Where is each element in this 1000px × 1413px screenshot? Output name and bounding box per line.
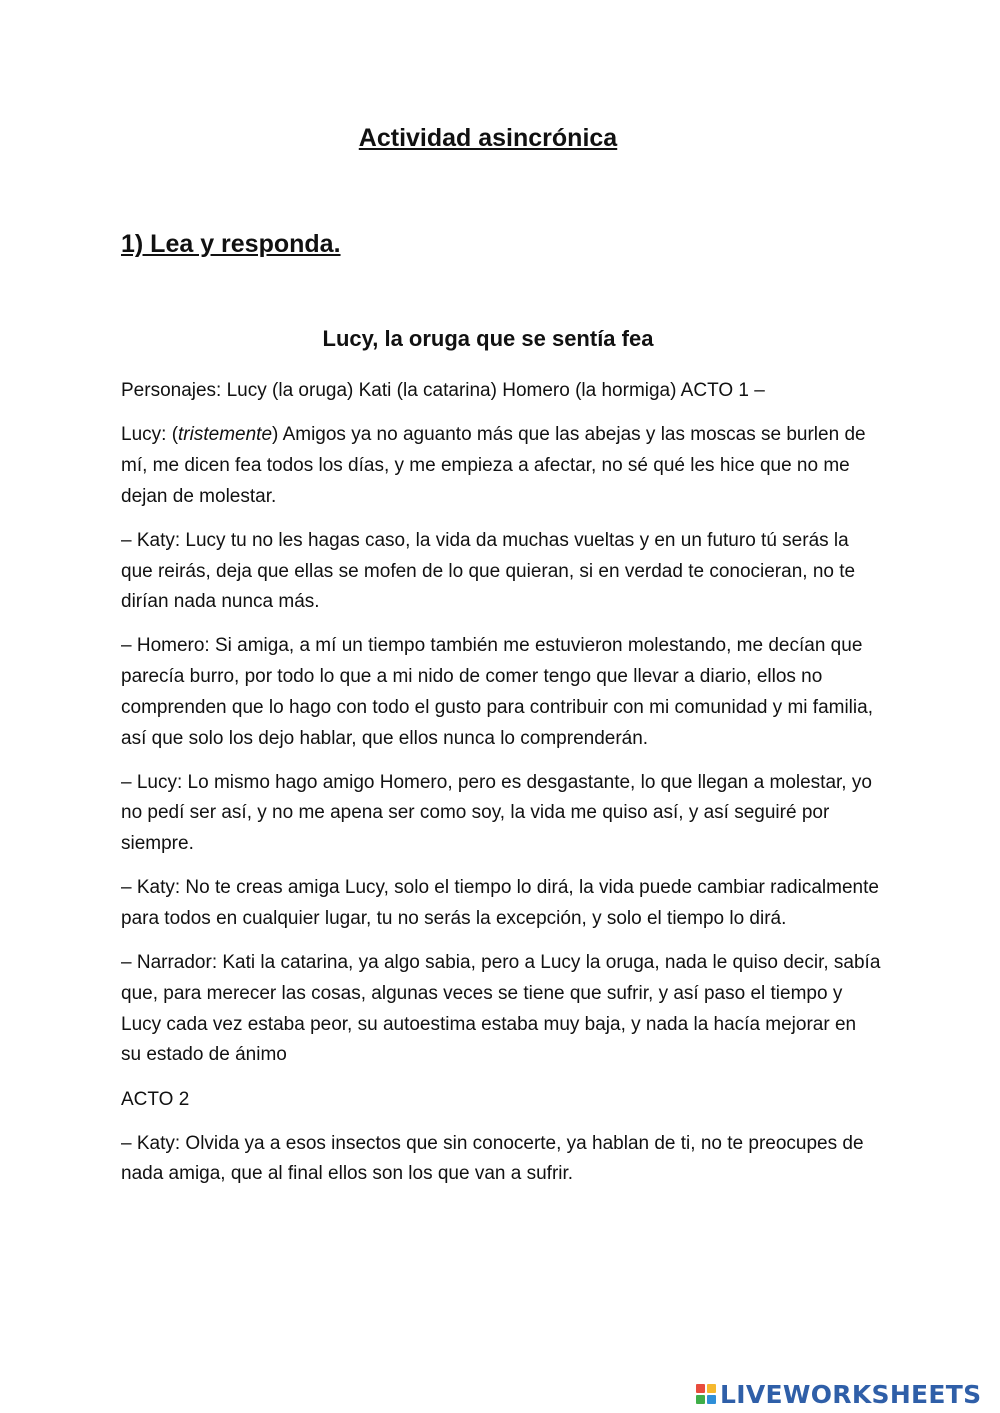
page-title: Actividad asincrónica (358, 124, 618, 152)
lucy-line (121, 420, 881, 512)
lucy-speaker-close: ) (272, 424, 283, 446)
lucy-line-2: – Lucy: Lo mismo hago amigo Homero, pero es desgastante, lo que llegan a molestar, yo no pedí ser así, y no me apena ser como soy, la vida me quiso así, y así seguiré por siempre. (121, 771, 872, 855)
liveworksheets-logo (696, 1378, 981, 1410)
watermark-text: LIVEWORKSHEETS (720, 1379, 982, 1409)
liveworksheets-logo-icon (696, 1384, 716, 1404)
lucy-dialogue: Amigos ya no aguanto más que las abejas y las moscas se burlen de mí, me dicen fea todos los días, y me empieza a afectar, no sé qué les hice que no me dejan de molestar. (121, 424, 866, 507)
act-2-heading: ACTO 2 (121, 1088, 190, 1110)
story-body (121, 376, 881, 1204)
story-title: Lucy, la oruga que se sentía fea (322, 326, 654, 351)
stage-direction: tristemente (178, 424, 273, 446)
characters-line: Personajes: Lucy (la oruga) Kati (la catarina) Homero (la hormiga) ACTO 1 – (121, 380, 765, 401)
section-heading: 1) Lea y responda. (121, 230, 341, 258)
narrator-line: – Narrador: Kati la catarina, ya algo sabia, pero a Lucy la oruga, nada le quiso decir, sabía que, para merecer las cosas, algunas veces se tiene que sufrir, y así paso el tiempo y Lucy cada vez estaba peor, su autoestima estaba muy baja, y nada la hacía mejorar en su estado de ánimo (121, 952, 881, 1066)
katy-line-3: – Katy: Olvida ya a esos insectos que sin conocerte, ya hablan de ti, no te preocupes de nada amiga, que al final ellos son los que van a sufrir. (121, 1132, 864, 1185)
katy-line-2: – Katy: No te creas amiga Lucy, solo el tiempo lo dirá, la vida puede cambiar radicalmente para todos en cualquier lugar, tu no serás la excepción, y solo el tiempo lo dirá. (121, 877, 879, 930)
homero-line: – Homero: Si amiga, a mí un tiempo también me estuvieron molestando, me decían que parecía burro, por todo lo que a mi nido de comer tengo que llevar a diario, ellos no comprenden que lo hago con todo el gusto para contribuir con mi comunidad y mi familia, así que solo los dejo hablar, que ellos nunca lo comprenderán. (121, 635, 873, 749)
lucy-speaker: Lucy: ( (121, 424, 179, 446)
katy-line-1: – Katy: Lucy tu no les hagas caso, la vida da muchas vueltas y en un futuro tú serás la que reirás, deja que ellas se mofen de lo que quieran, si en verdad te conocieran, no te dirían nada nunca más. (121, 529, 856, 613)
